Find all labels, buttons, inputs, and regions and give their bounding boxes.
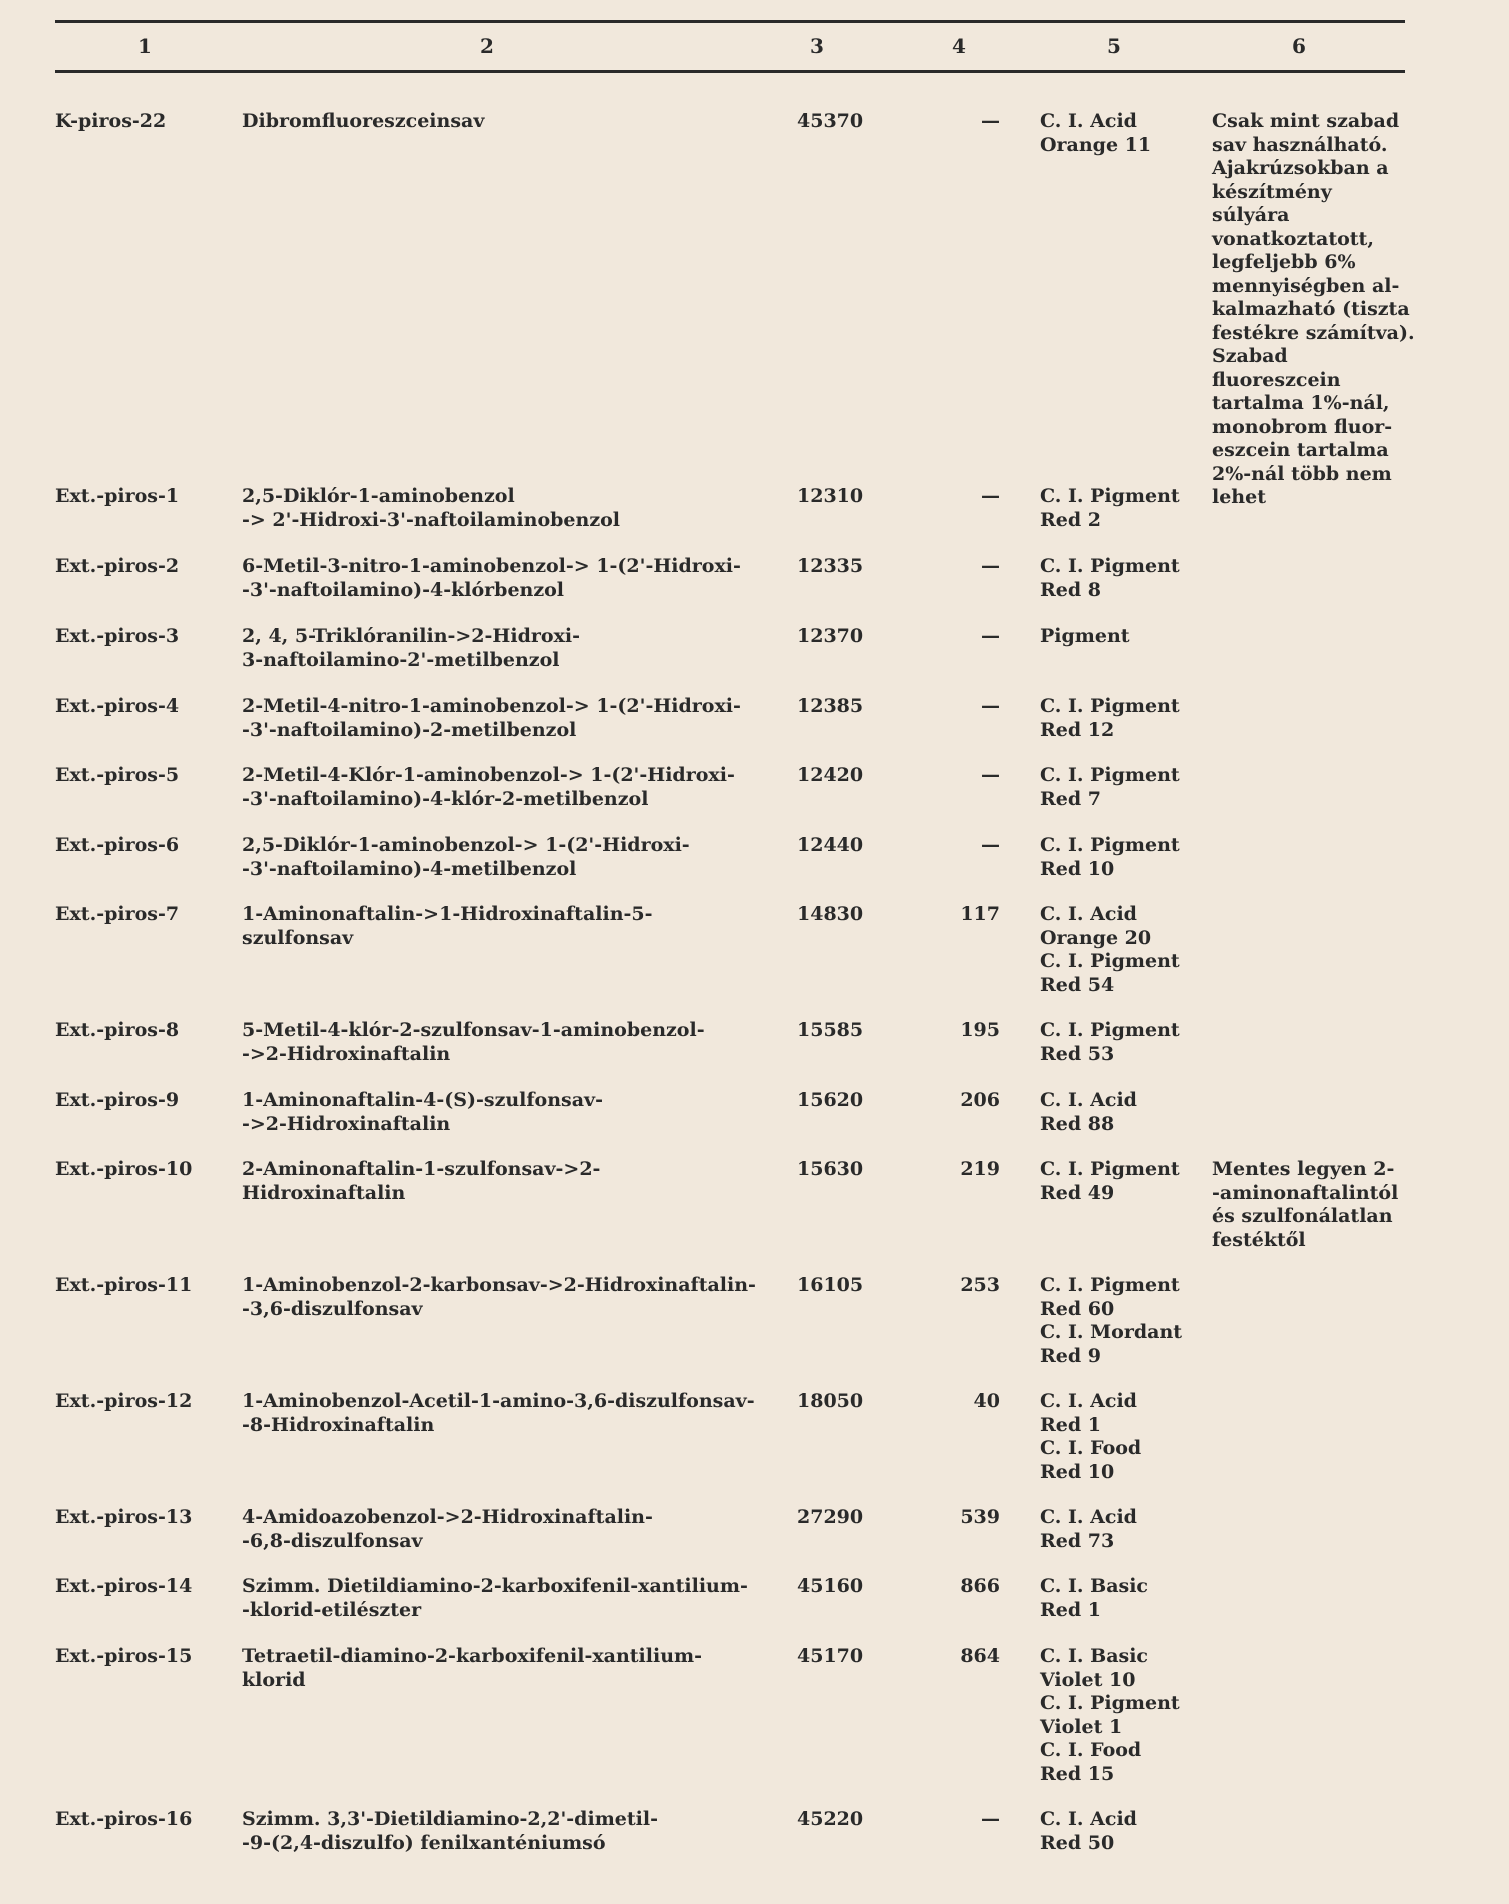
ci-name-line: C. I. Pigment [1040, 1274, 1180, 1296]
ci-name-line: Red 54 [1040, 973, 1115, 996]
chemical-name-line: 2-Metil-4-nitro-1-aminobenzol-> 1-(2'-Hidroxi- [242, 695, 741, 717]
dye-name: Ext.-piros-12 [55, 1390, 193, 1412]
dye-name: Ext.-piros-6 [55, 834, 180, 856]
column-4-value: 253 [960, 1274, 1000, 1296]
column-4-value: 40 [973, 1390, 1000, 1412]
ci-name-line: C. I. Basic [1040, 1645, 1148, 1667]
ci-number: 45370 [797, 110, 864, 132]
dye-name: Ext.-piros-5 [55, 764, 180, 786]
chemical-name-line: 1-Aminobenzol-Acetil-1-amino-3,6-diszulfonsav- [242, 1390, 755, 1412]
ci-name-line: Red 12 [1040, 718, 1115, 741]
chemical-name [242, 834, 762, 881]
ci-name-line: C. I. Pigment [1040, 1692, 1180, 1714]
chemical-name-line: -8-Hidroxinaftalin [242, 1413, 435, 1436]
column-header-4: 4 [952, 34, 966, 58]
ci-name-line: C. I. Pigment [1040, 1158, 1180, 1180]
column-4-value: 866 [960, 1575, 1000, 1597]
chemical-name [242, 764, 762, 811]
ci-name [1040, 1390, 1200, 1484]
note-line: tartalma 1%-nál, [1212, 392, 1390, 414]
note-line: legfeljebb 6% [1212, 251, 1356, 273]
column-header-6: 6 [1292, 34, 1306, 58]
column-header-2: 2 [480, 34, 494, 58]
ci-name-line: C. I. Pigment [1040, 485, 1180, 507]
dye-name: Ext.-piros-14 [55, 1575, 193, 1597]
ci-number: 12420 [797, 764, 864, 786]
note-line: monobrom fluor- [1212, 415, 1393, 438]
ci-name-line: C. I. Acid [1040, 1089, 1137, 1111]
header-rule [55, 70, 1405, 73]
chemical-name-line: -klorid-etilészter [242, 1598, 422, 1621]
chemical-name-line: 6-Metil-3-nitro-1-aminobenzol-> 1-(2'-Hidroxi- [242, 555, 741, 577]
dye-name: Ext.-piros-15 [55, 1645, 193, 1667]
top-rule [55, 20, 1405, 23]
ci-name-line: C. I. Food [1040, 1739, 1142, 1761]
ci-name-line: C. I. Pigment [1040, 834, 1180, 856]
ci-name-line: C. I. Pigment [1040, 1019, 1180, 1041]
note-line: sav használható. [1212, 133, 1388, 156]
chemical-name [242, 695, 762, 742]
column-4-value: — [981, 1808, 1000, 1830]
chemical-name-line: -3'-naftoilamino)-4-klórbenzol [242, 578, 565, 601]
ci-number: 12385 [797, 695, 864, 717]
chemical-name-line: -9-(2,4-diszulfo) fenilxanténiumsó [242, 1831, 606, 1854]
ci-name [1040, 834, 1200, 881]
chemical-name [242, 555, 762, 602]
ci-name [1040, 695, 1200, 742]
ci-name [1040, 903, 1200, 997]
column-4-value: — [981, 834, 1000, 856]
chemical-name-line: ->2-Hidroxinaftalin [242, 1042, 451, 1065]
note-line: -aminonaftalintól [1212, 1181, 1399, 1204]
dye-name: Ext.-piros-11 [55, 1274, 193, 1296]
chemical-name-line: 2,5-Diklór-1-aminobenzol [242, 485, 515, 507]
note-line: Mentes legyen 2- [1212, 1158, 1395, 1180]
ci-name-line: Orange 11 [1040, 133, 1152, 156]
dye-name: Ext.-piros-7 [55, 903, 180, 925]
ci-name-line: Red 15 [1040, 1762, 1115, 1785]
dye-name: Ext.-piros-4 [55, 695, 180, 717]
column-4-value: — [981, 555, 1000, 577]
ci-name-line: Violet 10 [1040, 1668, 1136, 1691]
note-line: és szulfonálatlan [1212, 1205, 1393, 1227]
dye-name: Ext.-piros-2 [55, 555, 180, 577]
ci-number: 45170 [797, 1645, 864, 1667]
column-4-value: 864 [960, 1645, 1000, 1667]
ci-name [1040, 485, 1200, 532]
ci-name [1040, 1808, 1200, 1855]
chemical-name-line: 5-Metil-4-klór-2-szulfonsav-1-aminobenzol- [242, 1019, 705, 1041]
ci-name-line: Red 7 [1040, 787, 1101, 810]
chemical-name [242, 1019, 762, 1066]
ci-name-line: C. I. Pigment [1040, 950, 1180, 972]
ci-name-line: C. I. Pigment [1040, 695, 1180, 717]
chemical-name [242, 1274, 762, 1321]
ci-number: 27290 [797, 1506, 864, 1528]
ci-number: 12310 [797, 485, 864, 507]
chemical-name-line: 2-Metil-4-Klór-1-aminobenzol-> 1-(2'-Hidroxi- [242, 764, 735, 786]
chemical-name-line: Tetraetil-diamino-2-karboxifenil-xantilium-klorid [242, 1645, 703, 1691]
ci-name [1040, 110, 1200, 157]
ci-name-line: Red 49 [1040, 1181, 1115, 1204]
ci-number: 15620 [797, 1089, 864, 1111]
chemical-name-line: 1-Aminobenzol-2-karbonsav->2-Hidroxinaftalin- [242, 1274, 756, 1296]
column-4-value: 539 [960, 1506, 1000, 1528]
ci-number: 16105 [797, 1274, 864, 1296]
ci-name-line: Red 1 [1040, 1598, 1101, 1621]
chemical-name-line: 2,5-Diklór-1-aminobenzol-> 1-(2'-Hidroxi- [242, 834, 690, 856]
ci-name [1040, 1158, 1200, 1205]
chemical-name [242, 1089, 762, 1136]
chemical-name [242, 1575, 762, 1622]
column-4-value: — [981, 110, 1000, 132]
column-header-5: 5 [1107, 34, 1121, 58]
dye-name: Ext.-piros-10 [55, 1158, 193, 1180]
chemical-name-line: 2-Aminonaftalin-1-szulfonsav->2-Hidroxinaftalin [242, 1158, 601, 1204]
ci-name-line: Red 8 [1040, 578, 1101, 601]
ci-number: 18050 [797, 1390, 864, 1412]
column-4-value: 195 [960, 1019, 1000, 1041]
note [1212, 110, 1415, 510]
chemical-name-line: ->2-Hidroxinaftalin [242, 1112, 451, 1135]
ci-name-line: Red 53 [1040, 1042, 1115, 1065]
note-line: Csak mint szabad [1212, 110, 1400, 132]
chemical-name [242, 903, 762, 950]
chemical-name-line: Szimm. Dietildiamino-2-karboxifenil-xantilium- [242, 1575, 748, 1597]
column-4-value: — [981, 485, 1000, 507]
ci-name-line: Red 10 [1040, 857, 1115, 880]
note-line: készítmény súlyára [1212, 180, 1332, 226]
chemical-name [242, 1390, 762, 1437]
ci-name-line: C. I. Acid [1040, 1808, 1137, 1830]
chemical-name-line: 1-Aminonaftalin-4-(S)-szulfonsav- [242, 1089, 603, 1111]
ci-name-line: Red 2 [1040, 508, 1101, 531]
ci-number: 14830 [797, 903, 864, 925]
column-4-value: — [981, 625, 1000, 647]
ci-name-line: Red 10 [1040, 1460, 1115, 1483]
chemical-name [242, 1158, 762, 1205]
chemical-name-line: 2, 4, 5-Triklóranilin->2-Hidroxi- [242, 625, 580, 647]
ci-number: 12440 [797, 834, 864, 856]
chemical-name-line: -3,6-diszulfonsav [242, 1297, 423, 1320]
column-4-value: — [981, 764, 1000, 786]
note-line: 2%-nál több nem [1212, 462, 1392, 485]
note [1212, 1158, 1415, 1252]
ci-name-line: C. I. Acid [1040, 903, 1137, 925]
ci-name [1040, 1274, 1200, 1368]
ci-name-line: C. I. Pigment [1040, 764, 1180, 786]
ci-number: 12370 [797, 625, 864, 647]
chemical-name [242, 485, 762, 532]
ci-number: 15630 [797, 1158, 864, 1180]
column-4-value: 206 [960, 1089, 1000, 1111]
note-line: lehet [1212, 486, 1266, 508]
ci-name-line: C. I. Basic [1040, 1575, 1148, 1597]
ci-name-line: Violet 1 [1040, 1715, 1123, 1738]
note-line: vonatkoztatott, [1212, 227, 1374, 250]
note-line: Szabad fluoreszcein [1212, 345, 1341, 391]
dye-name: K-piros-22 [55, 110, 167, 132]
note-line: eszcein tartalma [1212, 439, 1389, 461]
chemical-name-line: Dibromfluoreszceinsav [242, 110, 485, 132]
ci-name-line: Red 60 [1040, 1297, 1115, 1320]
ci-name [1040, 1645, 1200, 1786]
dye-name: Ext.-piros-3 [55, 625, 180, 647]
dye-name: Ext.-piros-8 [55, 1019, 180, 1041]
chemical-name-line: -6,8-diszulfonsav [242, 1529, 423, 1552]
ci-name-line: C. I. Pigment [1040, 555, 1180, 577]
ci-name [1040, 1506, 1200, 1553]
ci-number: 45220 [797, 1808, 864, 1830]
ci-name-line: C. I. Acid [1040, 1506, 1137, 1528]
note-line: Ajakrúzsokban a [1212, 157, 1389, 179]
ci-name-line: Red 73 [1040, 1529, 1115, 1552]
dye-name: Ext.-piros-16 [55, 1808, 193, 1830]
ci-name [1040, 1019, 1200, 1066]
chemical-name [242, 1506, 762, 1553]
dye-name: Ext.-piros-1 [55, 485, 180, 507]
ci-name [1040, 1575, 1200, 1622]
ci-name-line: C. I. Mordant [1040, 1321, 1183, 1343]
chemical-name [242, 625, 762, 672]
ci-name-line: C. I. Food [1040, 1437, 1142, 1459]
column-header-1: 1 [138, 34, 152, 58]
ci-name-line: Red 88 [1040, 1112, 1115, 1135]
ci-number: 45160 [797, 1575, 864, 1597]
ci-name [1040, 764, 1200, 811]
ci-name [1040, 1089, 1200, 1136]
ci-name-line: Orange 20 [1040, 926, 1152, 949]
ci-name [1040, 625, 1200, 649]
column-4-value: 117 [960, 903, 1000, 925]
chemical-name-line: 1-Aminonaftalin->1-Hidroxinaftalin-5-szulfonsav [242, 903, 653, 949]
note-line: kalmazható (tiszta [1212, 298, 1410, 320]
ci-number: 12335 [797, 555, 864, 577]
ci-name-line: C. I. Acid [1040, 1390, 1137, 1412]
dye-name: Ext.-piros-9 [55, 1089, 180, 1111]
note-line: mennyiségben al- [1212, 274, 1400, 297]
ci-name-line: Red 9 [1040, 1344, 1101, 1367]
note-line: festéktől [1212, 1228, 1306, 1251]
chemical-name-line: 4-Amidoazobenzol->2-Hidroxinaftalin- [242, 1506, 653, 1528]
chemical-name-line: -3'-naftoilamino)-4-metilbenzol [242, 857, 577, 880]
ci-number: 15585 [797, 1019, 864, 1041]
ci-name-line: Red 50 [1040, 1831, 1115, 1854]
chemical-name-line: Szimm. 3,3'-Dietildiamino-2,2'-dimetil- [242, 1808, 658, 1830]
ci-name-line: C. I. Acid [1040, 110, 1137, 132]
column-4-value: — [981, 695, 1000, 717]
ci-name-line: Pigment [1040, 625, 1130, 647]
column-header-3: 3 [810, 34, 824, 58]
chemical-name-line: 3-naftoilamino-2'-metilbenzol [242, 648, 560, 671]
chemical-name [242, 1645, 762, 1692]
chemical-name-line: -3'-naftoilamino)-2-metilbenzol [242, 718, 577, 741]
ci-name [1040, 555, 1200, 602]
column-4-value: 219 [960, 1158, 1000, 1180]
chemical-name [242, 110, 762, 134]
chemical-name-line: -> 2'-Hidroxi-3'-naftoilaminobenzol [242, 508, 621, 531]
note-line: festékre számítva). [1212, 321, 1415, 344]
ci-name-line: Red 1 [1040, 1413, 1101, 1436]
chemical-name-line: -3'-naftoilamino)-4-klór-2-metilbenzol [242, 787, 649, 810]
dye-name: Ext.-piros-13 [55, 1506, 193, 1528]
chemical-name [242, 1808, 762, 1855]
